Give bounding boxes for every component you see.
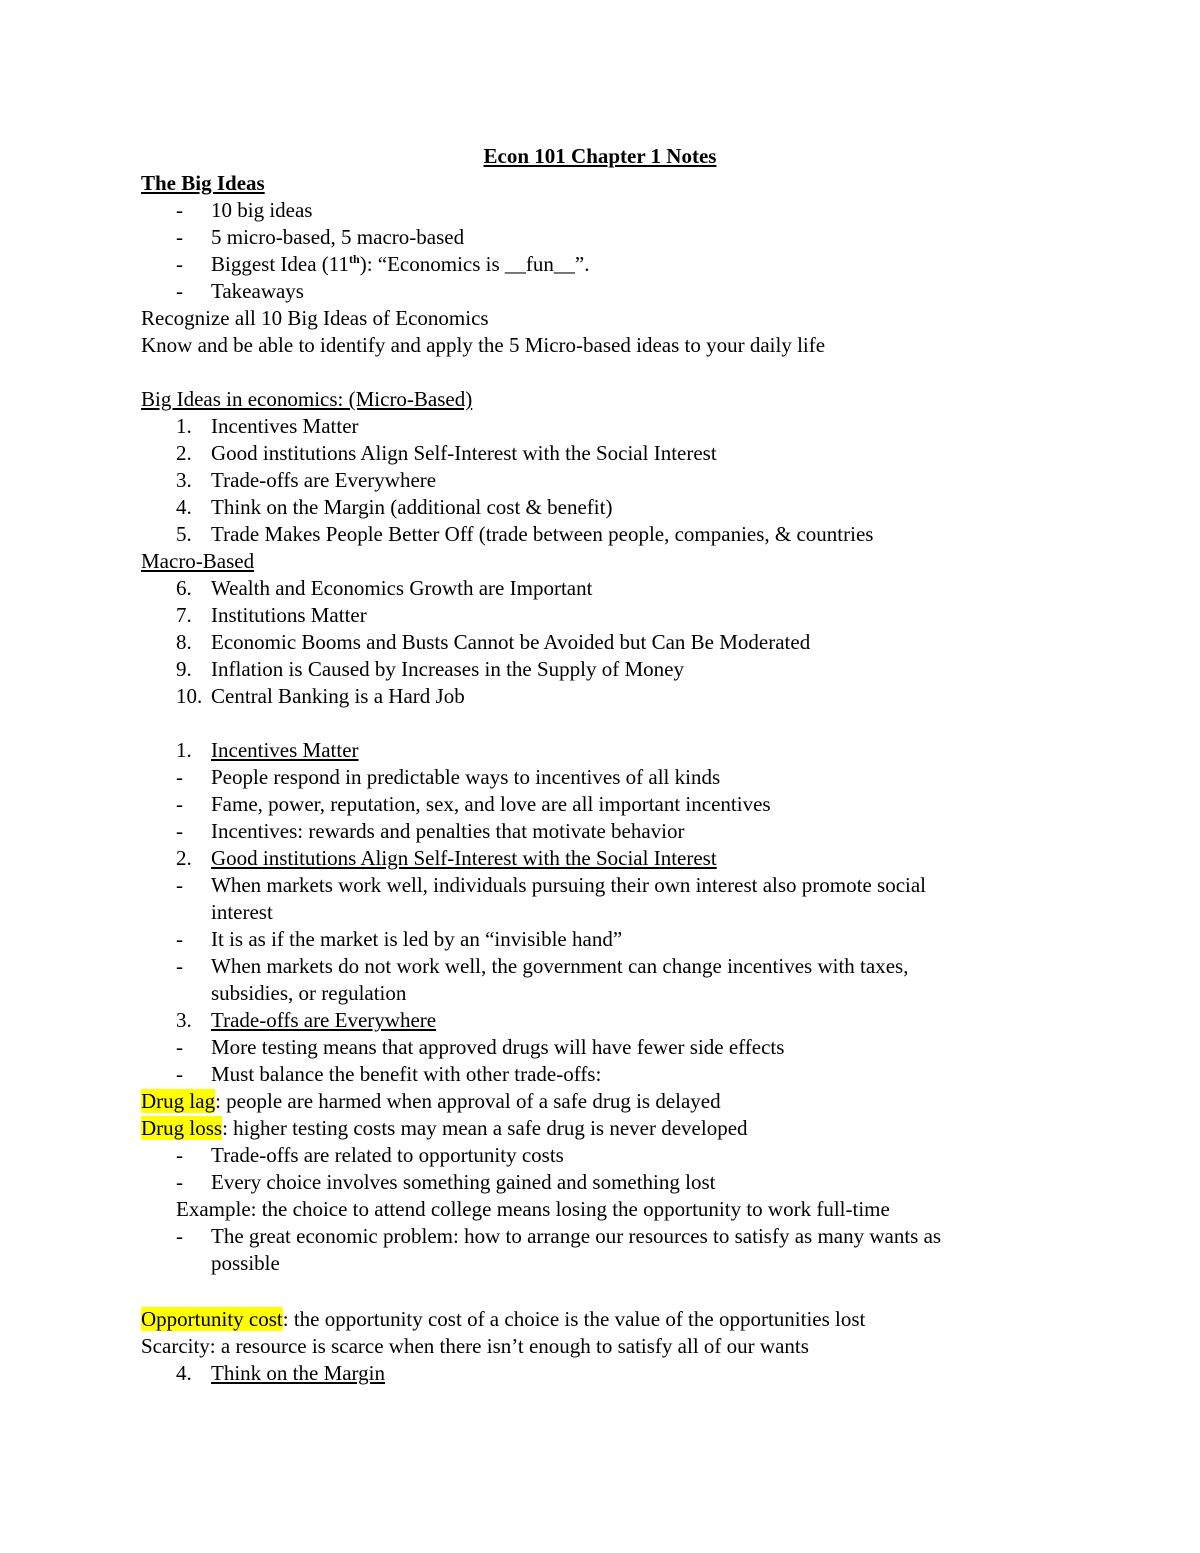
biggest-idea-superscript: th [349,252,360,266]
opportunity-cost-definition [141,1306,865,1333]
intro-bullet-1: 10 big ideas [211,198,313,222]
drug-lag-text: : people are harmed when approval of a safe drug is delayed [215,1089,721,1113]
drug-loss-text: : higher testing costs may mean a safe drug is never developed [222,1116,748,1140]
sec1-bullet: Incentives: rewards and penalties that motivate behavior [211,819,685,843]
drug-lag-term: Drug lag [141,1089,216,1113]
sec2-bullet-3-line-2: subsidies, or regulation [211,981,407,1005]
micro-heading: Big Ideas in economics: (Micro-Based) [141,387,473,411]
sec3-bullet-2: Must balance the benefit with other trade-offs: [211,1062,602,1086]
takeaway-1: Recognize all 10 Big Ideas of Economics [141,306,489,330]
bullet-marker: - [176,252,183,276]
drug-lag-definition [141,1088,721,1115]
list-number: 10. [176,684,203,708]
sec3-bullet-5-line-1: The great economic problem: how to arrange our resources to satisfy as many wants as [211,1224,942,1248]
micro-item: Good institutions Align Self-Interest with the Social Interest [211,441,717,465]
macro-item: Institutions Matter [211,603,367,627]
list-number: 1. [176,414,192,438]
list-number: 2. [176,441,192,465]
sec1-bullet: People respond in predictable ways to incentives of all kinds [211,765,721,789]
intro-bullet-2: 5 micro-based, 5 macro-based [211,225,465,249]
sec3-bullet-5-line-2: possible [211,1251,280,1275]
sec2-bullet-1-line-2: interest [211,900,273,924]
big-ideas-heading: The Big Ideas [141,171,265,195]
list-number: 2. [176,846,192,870]
drug-loss-definition [141,1115,748,1142]
bullet-marker: - [176,1170,183,1194]
list-number: 5. [176,522,192,546]
takeaway-2: Know and be able to identify and apply the 5 Micro-based ideas to your daily life [141,333,826,357]
bullet-marker: - [176,1224,183,1248]
sec2-bullet-1-line-1: When markets work well, individuals pursuing their own interest also promote social [211,873,927,897]
bullet-marker: - [176,819,183,843]
micro-item: Think on the Margin (additional cost & benefit) [211,495,613,519]
bullet-marker: - [176,873,183,897]
list-number: 6. [176,576,192,600]
section-heading-tradeoffs: Trade-offs are Everywhere [211,1008,437,1032]
bullet-marker: - [176,792,183,816]
list-number: 9. [176,657,192,681]
bullet-marker: - [176,1143,183,1167]
micro-item: Incentives Matter [211,414,359,438]
macro-item: Economic Booms and Busts Cannot be Avoided but Can Be Moderated [211,630,811,654]
page-title: Econ 101 Chapter 1 Notes [483,144,717,168]
bullet-marker: - [176,279,183,303]
bullet-marker: - [176,954,183,978]
sec3-bullet-1: More testing means that approved drugs will have fewer side effects [211,1035,785,1059]
list-number: 3. [176,468,192,492]
macro-heading: Macro-Based [141,549,255,573]
section-heading-institutions: Good institutions Align Self-Interest with the Social Interest [211,846,717,870]
section-heading-margin: Think on the Margin [211,1361,386,1385]
macro-item: Wealth and Economics Growth are Important [211,576,593,600]
list-number: 4. [176,1361,192,1385]
macro-item: Inflation is Caused by Increases in the Supply of Money [211,657,684,681]
micro-item: Trade Makes People Better Off (trade between people, companies, & countries [211,522,874,546]
opportunity-cost-term: Opportunity cost [141,1307,283,1331]
macro-item: Central Banking is a Hard Job [211,684,465,708]
bullet-marker: - [176,765,183,789]
bullet-marker: - [176,927,183,951]
section-heading-incentives: Incentives Matter [211,738,359,762]
list-number: 8. [176,630,192,654]
intro-bullet-3 [211,251,589,278]
scarcity-definition: Scarcity: a resource is scarce when there isn’t enough to satisfy all of our wants [141,1334,809,1358]
drug-loss-term: Drug loss [141,1116,223,1140]
sec2-bullet-3-line-1: When markets do not work well, the government can change incentives with taxes, [211,954,909,978]
bullet-marker: - [176,1062,183,1086]
list-number: 7. [176,603,192,627]
biggest-idea-tail: ): “Economics is __fun__”. [359,252,590,276]
list-number: 1. [176,738,192,762]
bullet-marker: - [176,225,183,249]
list-number: 4. [176,495,192,519]
micro-item: Trade-offs are Everywhere [211,468,437,492]
opportunity-cost-text: : the opportunity cost of a choice is the value of the opportunities lost [282,1307,866,1331]
intro-bullet-4: Takeaways [211,279,304,303]
sec1-bullet: Fame, power, reputation, sex, and love are all important incentives [211,792,771,816]
sec3-example: Example: the choice to attend college means losing the opportunity to work full-time [176,1197,890,1221]
sec3-bullet-3: Trade-offs are related to opportunity costs [211,1143,564,1167]
list-number: 3. [176,1008,192,1032]
sec3-bullet-4: Every choice involves something gained and something lost [211,1170,716,1194]
biggest-idea-label: Biggest Idea (11 [211,252,350,276]
sec2-bullet-2: It is as if the market is led by an “invisible hand” [211,927,623,951]
bullet-marker: - [176,1035,183,1059]
bullet-marker: - [176,198,183,222]
